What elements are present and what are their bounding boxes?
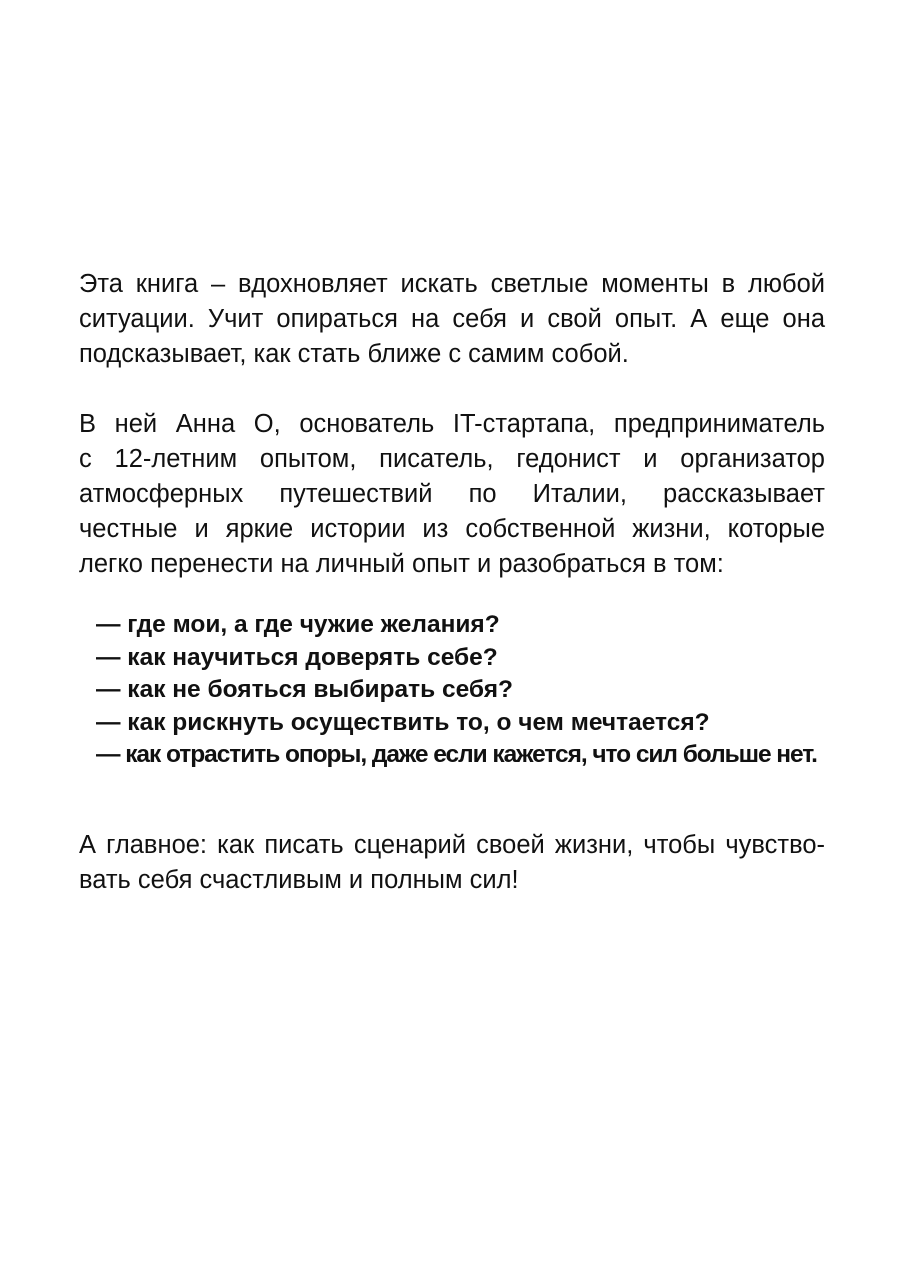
question-item: — как рискнуть осуществить то, о чем мечтается? — [96, 708, 710, 736]
author-line: В ней Анна О, основатель IT-стартапа, предприниматель — [79, 410, 825, 438]
intro-line: ситуации. Учит опираться на себя и свой опыт. А еще она — [79, 305, 825, 333]
question-item: — как отрастить опоры, даже если кажется, что сил больше нет. — [96, 741, 817, 768]
intro-line: подсказывает, как стать ближе с самим собой. — [79, 340, 629, 368]
conclusion-paragraph — [79, 828, 825, 898]
question-item: — где мои, а где чужие желания? — [96, 611, 500, 638]
author-line: легко перенести на личный опыт и разобраться в том: — [79, 550, 724, 578]
conclusion-line: вать себя счастливым и полным сил! — [79, 866, 519, 894]
author-line: честные и яркие истории из собственной жизни, которые — [79, 515, 825, 543]
author-line: атмосферных путешествий по Италии, рассказывает — [79, 480, 825, 508]
author-line: с 12-летним опытом, писатель, гедонист и организатор — [79, 445, 825, 473]
question-item: — как не бояться выбирать себя? — [96, 676, 513, 703]
conclusion-line: А главное: как писать сценарий своей жизни, чтобы чувство- — [79, 831, 825, 859]
intro-line: Эта книга – вдохновляет искать светлые моменты в любой — [79, 270, 825, 298]
author-paragraph — [79, 407, 825, 582]
questions-list — [96, 609, 836, 772]
intro-paragraph — [79, 267, 825, 372]
question-item: — как научиться доверять себе? — [96, 643, 498, 671]
